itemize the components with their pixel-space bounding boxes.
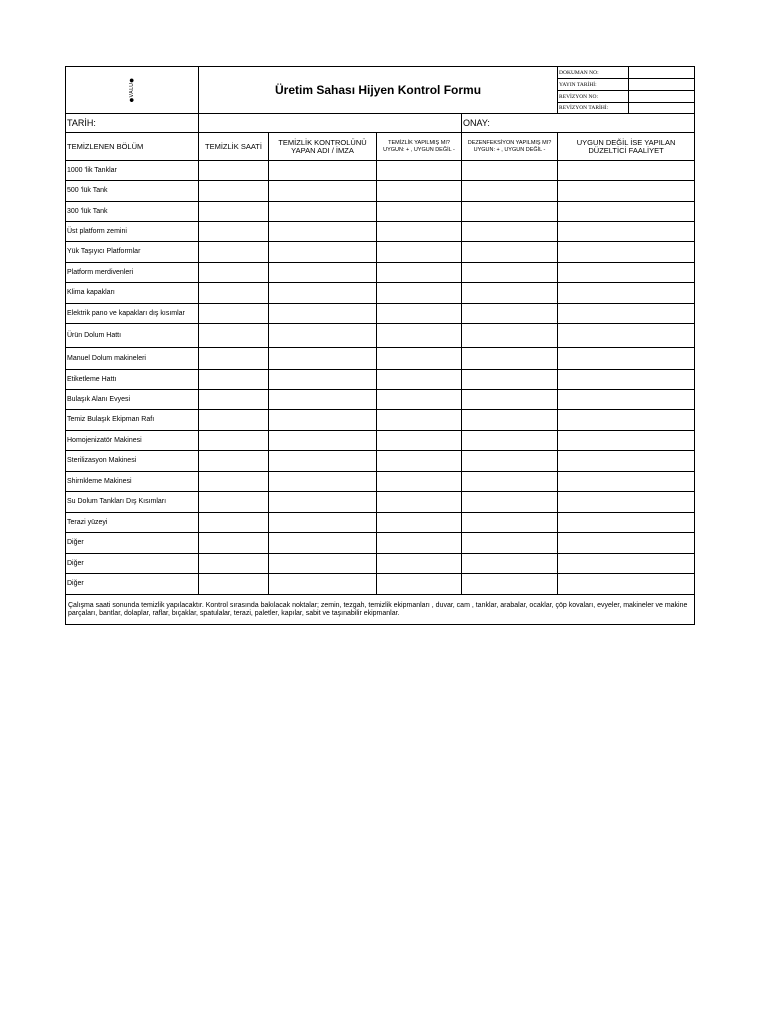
row-section-label: Temiz Bulaşık Ekipman Rafı (66, 410, 199, 431)
cell-disinfected-status[interactable] (462, 431, 558, 451)
cell-cleaned-status[interactable] (377, 574, 462, 595)
cell-cleaning-time[interactable] (199, 451, 269, 472)
table-row (66, 554, 695, 574)
cell-inspector-signature[interactable] (269, 283, 377, 304)
cell-cleaned-status[interactable] (377, 263, 462, 283)
cell-inspector-signature[interactable] (269, 324, 377, 348)
table-row (66, 574, 695, 595)
cell-corrective-action[interactable] (558, 263, 695, 283)
revision-no-value[interactable] (629, 91, 695, 103)
table-row (66, 370, 695, 390)
table-row (66, 348, 695, 370)
cell-corrective-action[interactable] (558, 410, 695, 431)
cell-disinfected-status[interactable] (462, 348, 558, 370)
table-row (66, 431, 695, 451)
row-section-label: Su Dolum Tankları Dış Kısımları (66, 492, 199, 513)
cell-inspector-signature[interactable] (269, 242, 377, 263)
cell-disinfected-status[interactable] (462, 513, 558, 533)
cell-corrective-action[interactable] (558, 370, 695, 390)
cell-inspector-signature[interactable] (269, 431, 377, 451)
cell-cleaning-time[interactable] (199, 370, 269, 390)
revision-date-value[interactable] (629, 103, 695, 114)
cell-disinfected-status[interactable] (462, 472, 558, 492)
cell-cleaned-status[interactable] (377, 410, 462, 431)
cell-inspector-signature[interactable] (269, 390, 377, 410)
cell-disinfected-status[interactable] (462, 324, 558, 348)
cell-disinfected-status[interactable] (462, 283, 558, 304)
cell-cleaning-time[interactable] (199, 554, 269, 574)
row-section-label: Shirnkleme Makinesi (66, 472, 199, 492)
cell-cleaning-time[interactable] (199, 263, 269, 283)
column-header-section: TEMİZLENEN BÖLÜM (66, 133, 199, 161)
cell-corrective-action[interactable] (558, 492, 695, 513)
cell-corrective-action[interactable] (558, 161, 695, 181)
cell-cleaned-status[interactable] (377, 554, 462, 574)
cell-corrective-action[interactable] (558, 574, 695, 595)
cell-corrective-action[interactable] (558, 513, 695, 533)
cell-corrective-action[interactable] (558, 431, 695, 451)
table-row (66, 492, 695, 513)
cell-cleaned-status[interactable] (377, 370, 462, 390)
row-section-label: Etiketleme Hattı (66, 370, 199, 390)
cell-corrective-action[interactable] (558, 222, 695, 242)
cell-cleaned-status[interactable] (377, 202, 462, 222)
cell-corrective-action[interactable] (558, 451, 695, 472)
row-section-label: Manuel Dolum makineleri (66, 348, 199, 370)
cell-inspector-signature[interactable] (269, 370, 377, 390)
cell-inspector-signature[interactable] (269, 574, 377, 595)
cell-corrective-action[interactable] (558, 324, 695, 348)
row-section-label: Bulaşık Alanı Evyesi (66, 390, 199, 410)
cell-cleaned-status[interactable] (377, 283, 462, 304)
cell-cleaned-status[interactable] (377, 472, 462, 492)
cell-disinfected-status[interactable] (462, 202, 558, 222)
column-header-inspector: TEMİZLİK KONTROLÜNÜ YAPAN ADI / İMZA (269, 133, 377, 161)
cell-disinfected-status[interactable] (462, 304, 558, 324)
cell-inspector-signature[interactable] (269, 181, 377, 202)
table-row (66, 242, 695, 263)
approval-label[interactable]: ONAY: (462, 114, 695, 133)
cell-disinfected-status[interactable] (462, 181, 558, 202)
table-row (66, 451, 695, 472)
cell-inspector-signature[interactable] (269, 161, 377, 181)
row-section-label: Yük Taşıyıcı Platformlar (66, 242, 199, 263)
cell-cleaned-status[interactable] (377, 181, 462, 202)
cell-cleaning-time[interactable] (199, 222, 269, 242)
table-row (66, 513, 695, 533)
cell-cleaned-status[interactable] (377, 161, 462, 181)
cell-inspector-signature[interactable] (269, 554, 377, 574)
cell-inspector-signature[interactable] (269, 472, 377, 492)
row-section-label: Diğer (66, 533, 199, 554)
form-title: Üretim Sahası Hijyen Kontrol Formu (199, 67, 558, 114)
cell-cleaning-time[interactable] (199, 181, 269, 202)
cell-disinfected-status[interactable] (462, 574, 558, 595)
cell-inspector-signature[interactable] (269, 304, 377, 324)
cell-disinfected-status[interactable] (462, 533, 558, 554)
cell-cleaning-time[interactable] (199, 242, 269, 263)
revision-date-label: REVİZYON TARİHİ: (558, 103, 629, 114)
date-field[interactable] (199, 114, 462, 133)
cell-inspector-signature[interactable] (269, 533, 377, 554)
row-section-label: Platform merdivenleri (66, 263, 199, 283)
cell-cleaning-time[interactable] (199, 283, 269, 304)
cell-cleaning-time[interactable] (199, 304, 269, 324)
company-logo-cell (66, 67, 199, 114)
row-section-label: Diğer (66, 574, 199, 595)
table-row (66, 283, 695, 304)
cell-inspector-signature[interactable] (269, 451, 377, 472)
table-row (66, 472, 695, 492)
cell-corrective-action[interactable] (558, 533, 695, 554)
cell-cleaned-status[interactable] (377, 390, 462, 410)
row-section-label: Ürün Dolum Hattı (66, 324, 199, 348)
cell-cleaning-time[interactable] (199, 161, 269, 181)
cell-cleaning-time[interactable] (199, 348, 269, 370)
cell-corrective-action[interactable] (558, 390, 695, 410)
row-section-label: Homojenizatör Makinesi (66, 431, 199, 451)
table-row (66, 222, 695, 242)
column-header-cleaned: TEMİZLİK YAPILMIŞ MI? UYGUN: + , UYGUN DEĞİL - (377, 133, 462, 161)
table-row (66, 161, 695, 181)
cell-inspector-signature[interactable] (269, 202, 377, 222)
cell-cleaned-status[interactable] (377, 513, 462, 533)
cell-cleaned-status[interactable] (377, 348, 462, 370)
cell-corrective-action[interactable] (558, 181, 695, 202)
row-section-label: 1000 'lik Tanklar (66, 161, 199, 181)
row-section-label: Klima kapakları (66, 283, 199, 304)
table-row (66, 202, 695, 222)
cell-corrective-action[interactable] (558, 304, 695, 324)
cell-disinfected-status[interactable] (462, 370, 558, 390)
cell-disinfected-status[interactable] (462, 554, 558, 574)
cell-inspector-signature[interactable] (269, 410, 377, 431)
cell-cleaned-status[interactable] (377, 222, 462, 242)
cell-disinfected-status[interactable] (462, 242, 558, 263)
cell-cleaning-time[interactable] (199, 390, 269, 410)
cell-inspector-signature[interactable] (269, 348, 377, 370)
footer-note: Çalışma saati sonunda temizlik yapılacaktır. Kontrol sırasında bakılacak noktalar; zemin, tezgah, temizlik ekipmanları , duvar, cam , tanklar, arabalar, ocaklar, çöp kovaları, evyeler, makineler ve makine parçaları, bantlar, dolaplar, raflar, bıçaklar, spatulalar, terazi, paletler, kapılar, sabit ve taşınabilir ekipmanlar. (66, 595, 695, 625)
table-row (66, 324, 695, 348)
row-section-label: Elektrik pano ve kapakları dış kısımlar (66, 304, 199, 324)
row-section-label: 500 'lük Tank (66, 181, 199, 202)
cell-inspector-signature[interactable] (269, 263, 377, 283)
doc-no-value[interactable] (629, 67, 695, 79)
cell-cleaning-time[interactable] (199, 513, 269, 533)
cell-cleaned-status[interactable] (377, 304, 462, 324)
cell-corrective-action[interactable] (558, 242, 695, 263)
cell-cleaned-status[interactable] (377, 324, 462, 348)
cell-cleaning-time[interactable] (199, 202, 269, 222)
company-logo: ●VALU● (128, 77, 135, 103)
cell-cleaning-time[interactable] (199, 533, 269, 554)
column-header-corrective-action: UYGUN DEĞİL İSE YAPILAN DÜZELTİCİ FAALİYET (558, 133, 695, 161)
cell-cleaned-status[interactable] (377, 533, 462, 554)
cell-disinfected-status[interactable] (462, 390, 558, 410)
hygiene-control-form (65, 66, 695, 625)
cell-disinfected-status[interactable] (462, 263, 558, 283)
table-row (66, 533, 695, 554)
date-label: TARİH: (66, 114, 199, 133)
cell-cleaning-time[interactable] (199, 431, 269, 451)
cell-cleaning-time[interactable] (199, 574, 269, 595)
row-section-label: Üst platform zemini (66, 222, 199, 242)
revision-no-label: REVİZYON NO: (558, 91, 629, 103)
cell-cleaned-status[interactable] (377, 492, 462, 513)
cell-inspector-signature[interactable] (269, 513, 377, 533)
cell-cleaned-status[interactable] (377, 431, 462, 451)
publish-date-value[interactable] (629, 79, 695, 91)
cell-disinfected-status[interactable] (462, 161, 558, 181)
cell-cleaning-time[interactable] (199, 472, 269, 492)
cell-disinfected-status[interactable] (462, 222, 558, 242)
cell-disinfected-status[interactable] (462, 410, 558, 431)
doc-no-label: DOKUMAN NO: (558, 67, 629, 79)
cell-cleaned-status[interactable] (377, 242, 462, 263)
cell-corrective-action[interactable] (558, 348, 695, 370)
publish-date-label: YAYIN TARİHİ: (558, 79, 629, 91)
cell-cleaning-time[interactable] (199, 492, 269, 513)
cell-cleaning-time[interactable] (199, 410, 269, 431)
cell-disinfected-status[interactable] (462, 451, 558, 472)
cell-cleaning-time[interactable] (199, 324, 269, 348)
row-section-label: Terazi yüzeyi (66, 513, 199, 533)
cell-corrective-action[interactable] (558, 202, 695, 222)
table-row (66, 263, 695, 283)
cell-inspector-signature[interactable] (269, 222, 377, 242)
cell-corrective-action[interactable] (558, 554, 695, 574)
cell-disinfected-status[interactable] (462, 492, 558, 513)
cell-corrective-action[interactable] (558, 283, 695, 304)
cell-inspector-signature[interactable] (269, 492, 377, 513)
table-row (66, 304, 695, 324)
row-section-label: Sterilizasyon Makinesi (66, 451, 199, 472)
cell-corrective-action[interactable] (558, 472, 695, 492)
table-row (66, 390, 695, 410)
column-header-time: TEMİZLİK SAATİ (199, 133, 269, 161)
table-row (66, 181, 695, 202)
table-row (66, 410, 695, 431)
row-section-label: 300 'lük Tank (66, 202, 199, 222)
cell-cleaned-status[interactable] (377, 451, 462, 472)
column-header-disinfected: DEZENFEKSİYON YAPILMIŞ MI? UYGUN: + , UYGUN DEĞİL - (462, 133, 558, 161)
row-section-label: Diğer (66, 554, 199, 574)
